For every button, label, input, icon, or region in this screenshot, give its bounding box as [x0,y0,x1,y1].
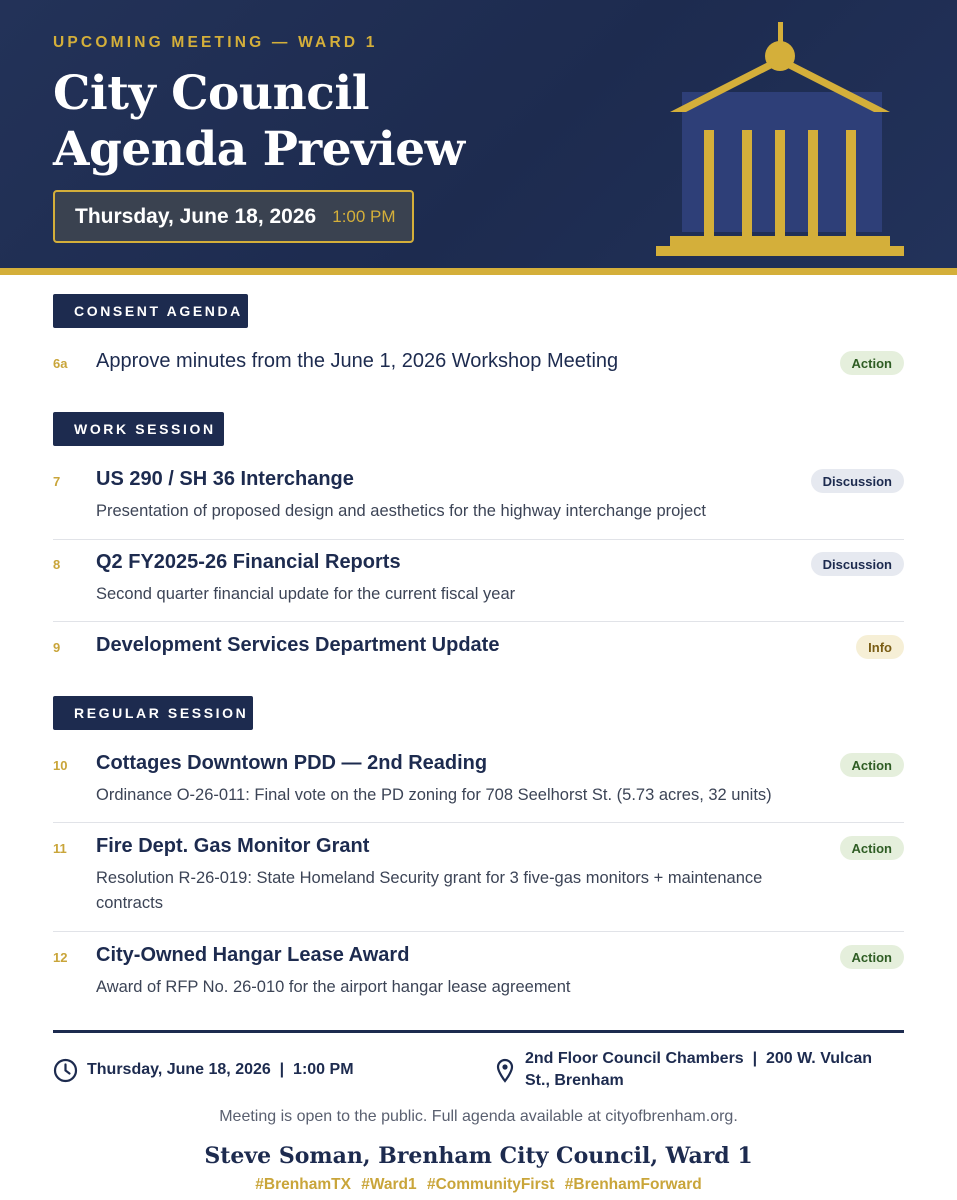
title-line-1: City Council [53,66,370,121]
item-number: 6a [53,356,68,371]
action-badge: Action [840,836,904,860]
info-badge: Info [856,635,904,659]
kicker: UPCOMING MEETING — WARD 1 [53,34,378,51]
title-line-2: Agenda Preview [53,122,465,177]
hashtag: #BrenhamForward [564,1176,702,1193]
section-work-session: WORK SESSION [53,412,224,446]
clock-icon [53,1058,78,1083]
item-description: Resolution R-26-019: State Homeland Security grant for 3 five-gas monitors + maintenance contracts [96,869,763,912]
city-hall-icon [652,22,908,258]
item-description: Presentation of proposed design and aesthetics for the highway interchange project [96,502,706,520]
item-title: Q2 FY2025-26 Financial Reports [96,551,401,573]
signature: Steve Soman, Brenham City Council, Ward 1 [204,1143,753,1169]
item-description: Ordinance O-26-011: Final vote on the PD zoning for 708 Seelhorst St. (5.73 acres, 32 units) [96,786,772,804]
section-consent-agenda: CONSENT AGENDA [53,294,248,328]
divider [53,621,904,622]
footer-location: 2nd Floor Council Chambers | 200 W. Vulcan St., Brenham [525,1050,877,1089]
item-title: Fire Dept. Gas Monitor Grant [96,835,370,857]
discussion-badge: Discussion [811,552,904,576]
discussion-badge: Discussion [811,469,904,493]
item-title: City-Owned Hangar Lease Award [96,944,410,966]
hashtag: #BrenhamTX [255,1176,351,1193]
footer-note: Meeting is open to the public. Full agenda available at cityofbrenham.org. [219,1108,738,1125]
page-title [53,66,465,178]
hashtag: #Ward1 [361,1176,417,1193]
date-box [53,190,414,243]
item-number: 10 [53,758,68,773]
item-description: Award of RFP No. 26-010 for the airport hangar lease agreement [96,978,571,996]
item-title: US 290 / SH 36 Interchange [96,468,354,490]
divider [53,822,904,823]
location-pin-icon [496,1058,514,1083]
item-description: Second quarter financial update for the current fiscal year [96,585,516,603]
item-number: 12 [53,950,68,965]
action-badge: Action [840,753,904,777]
section-regular-session: REGULAR SESSION [53,696,253,730]
divider [53,539,904,540]
action-badge: Action [840,945,904,969]
header-gold-rule [0,268,957,275]
meeting-time: 1:00 PM [332,206,396,226]
footer-date-time: Thursday, June 18, 2026 | 1:00 PM [87,1061,354,1078]
footer-rule [53,1030,904,1033]
item-title: Approve minutes from the June 1, 2026 Workshop Meeting [96,350,619,372]
item-title: Cottages Downtown PDD — 2nd Reading [96,752,488,774]
item-number: 8 [53,557,61,572]
hashtags [0,1176,957,1194]
hashtag: #CommunityFirst [426,1176,555,1193]
item-number: 11 [53,841,67,856]
item-title: Development Services Department Update [96,634,500,656]
item-number: 9 [53,640,61,655]
item-number: 7 [53,474,61,489]
meeting-date: Thursday, June 18, 2026 [75,204,317,228]
divider [53,931,904,932]
action-badge: Action [840,351,904,375]
